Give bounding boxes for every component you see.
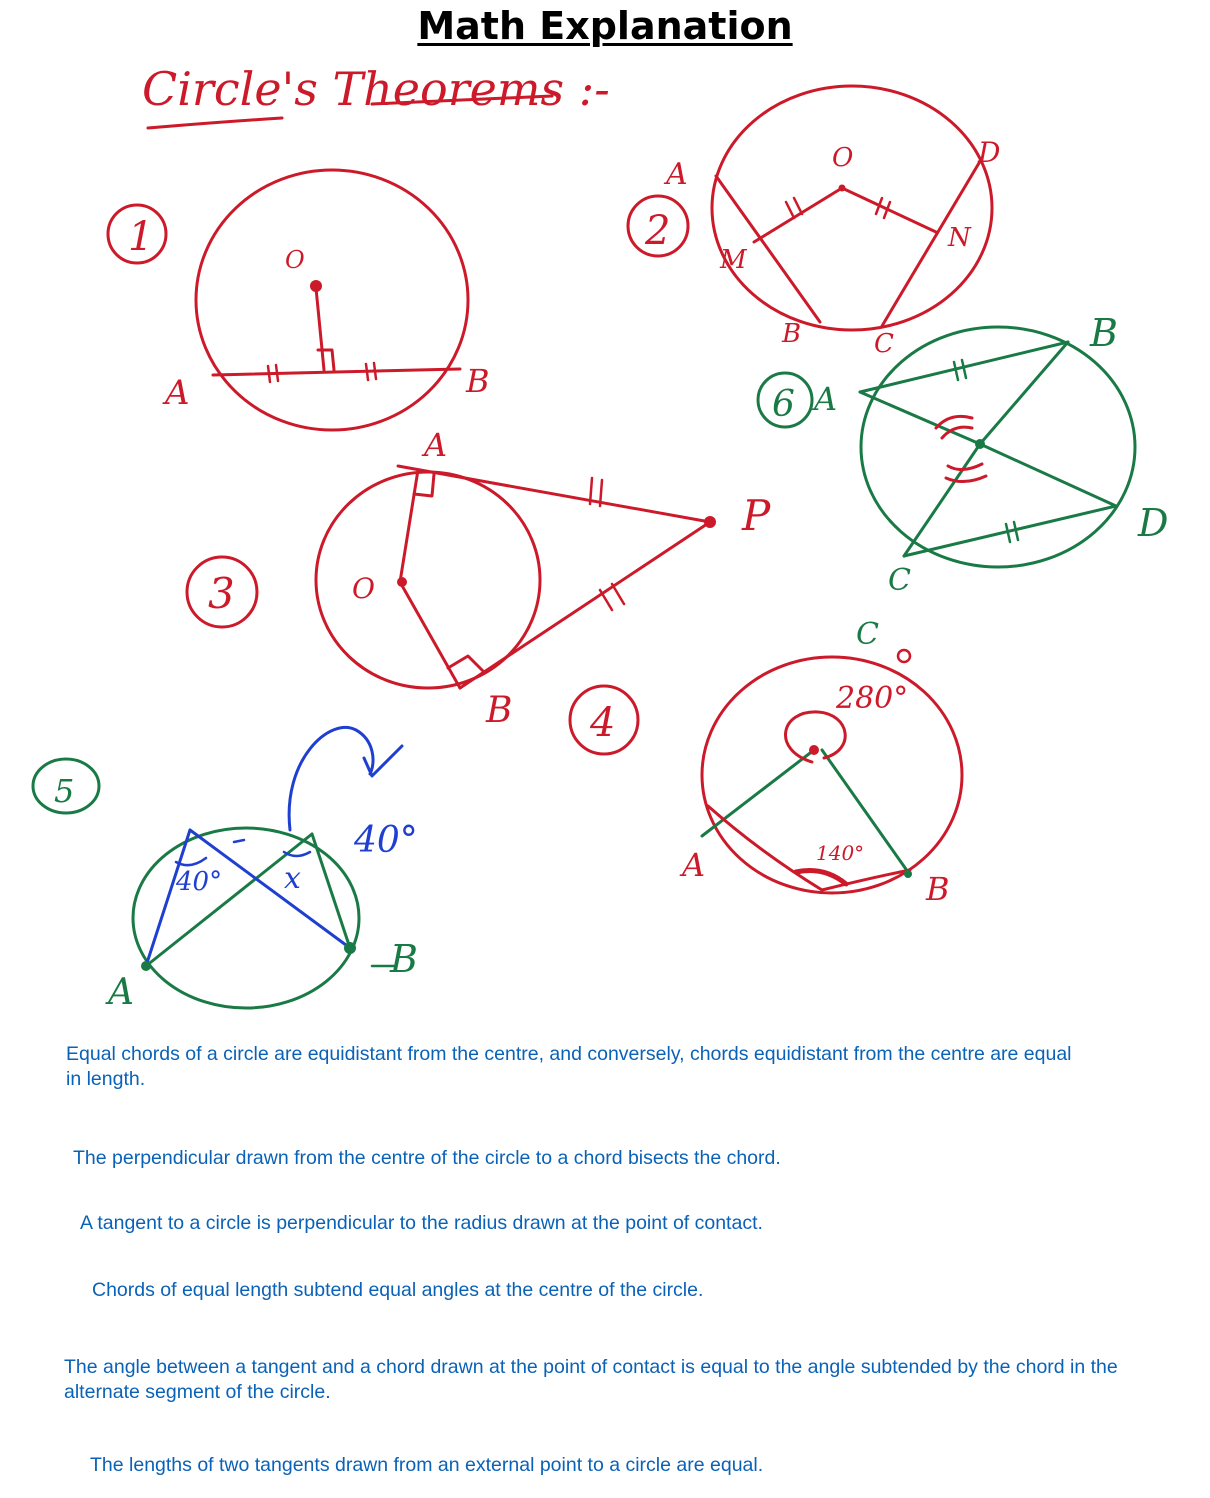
- label-o: O: [352, 572, 375, 605]
- label-m: M: [720, 245, 747, 275]
- centre-point: [975, 439, 985, 449]
- heading-underline: [148, 118, 282, 128]
- diagram-number: 2: [645, 208, 671, 254]
- label-c: C: [874, 329, 894, 359]
- statement-equal-chords: Equal chords of a circle are equidistant from the centre, and conversely, chords equidistant from the centre are equal in length.: [66, 1043, 1072, 1090]
- od: [980, 444, 1116, 506]
- tangent-pb: [460, 522, 710, 688]
- label-o: O: [285, 246, 305, 274]
- dash-mark: [234, 840, 244, 842]
- label-b: B: [782, 319, 802, 349]
- label-c: C: [888, 563, 911, 598]
- right-angle-mark: [448, 656, 484, 672]
- label-b: B: [390, 937, 418, 981]
- label-a: A: [108, 972, 134, 1013]
- centre-point: [397, 577, 407, 587]
- centre-point: [839, 185, 846, 192]
- label-a: A: [666, 157, 688, 192]
- perpendicular-from-centre: [316, 288, 324, 370]
- tangent-pa: [398, 466, 710, 522]
- right-angle-mark: [318, 350, 334, 370]
- line-oa: [702, 750, 814, 836]
- label-a: A: [682, 846, 706, 884]
- label-a: A: [424, 426, 448, 464]
- chord-cd: [904, 506, 1116, 556]
- label-angle: 140°: [816, 841, 865, 865]
- centre-point: [310, 280, 322, 292]
- degree-mark: [898, 650, 910, 662]
- circle-shape: [196, 170, 468, 430]
- label-b: B: [466, 362, 490, 400]
- page-title: Math Explanation: [417, 4, 793, 48]
- label-a: A: [814, 380, 838, 418]
- label-b: B: [486, 690, 513, 731]
- label-a: A: [165, 373, 190, 413]
- diagram-6: [758, 311, 1168, 598]
- circle-shape: [861, 327, 1135, 567]
- point-b: [344, 942, 356, 954]
- statement-equal-angles: Chords of equal length subtend equal angles at the centre of the circle.: [92, 1279, 704, 1301]
- label-b: B: [1090, 311, 1118, 355]
- diagram-number: 5: [54, 772, 75, 810]
- diagram-3: [187, 426, 771, 731]
- oc: [904, 444, 980, 556]
- diagram-number: 4: [590, 700, 616, 746]
- statement-alternate-segment: The angle between a tangent and a chord drawn at the point of contact is equal to the angle subtended by the chord in the alternate segment of the circle.: [64, 1356, 1118, 1403]
- centre-point: [809, 745, 819, 755]
- chord-a-top: [146, 830, 190, 966]
- diagram-2: [628, 86, 1000, 359]
- label-angle2: x: [284, 861, 301, 896]
- label-n: N: [948, 223, 971, 253]
- equal-tick: [954, 360, 966, 380]
- diagram-number: 1: [128, 214, 154, 260]
- label-p: P: [742, 491, 771, 540]
- diagram-5: [33, 727, 418, 1013]
- radius-ob: [400, 582, 460, 688]
- arrow-head: [364, 746, 402, 776]
- circle-shape: [712, 86, 992, 330]
- circle-shape: [133, 828, 359, 1008]
- arrow-curve: [289, 727, 373, 830]
- label-o: O: [832, 143, 854, 173]
- ob: [980, 342, 1068, 444]
- label-reflex-angle: 280°: [836, 681, 909, 716]
- heading: Circle's Theorems :-: [142, 62, 610, 116]
- statement-equal-tangents: The lengths of two tangents drawn from an external point to a circle are equal.: [90, 1454, 764, 1476]
- external-point-p: [704, 516, 716, 528]
- label-answer: 40°: [354, 820, 418, 861]
- oa: [860, 392, 980, 444]
- label-b: B: [926, 870, 950, 908]
- statement-perpendicular-bisects: The perpendicular drawn from the centre of the circle to a chord bisects the chord.: [73, 1147, 781, 1169]
- om: [754, 188, 842, 242]
- diagram-4: [570, 617, 962, 908]
- chord-bc: [822, 870, 910, 890]
- label-c: C: [856, 617, 879, 652]
- diagram-number: 6: [772, 384, 795, 425]
- on: [842, 188, 936, 232]
- diagram-number: 3: [208, 569, 235, 618]
- chord-to-b: [312, 834, 350, 948]
- statement-tangent-radius: A tangent to a circle is perpendicular to the radius drawn at the point of contact.: [80, 1212, 763, 1234]
- point-a: [141, 961, 151, 971]
- label-d: D: [978, 136, 1001, 169]
- label-d: D: [1138, 501, 1169, 545]
- angle-arc: [946, 476, 986, 482]
- point-b: [904, 870, 912, 878]
- diagram-1: [108, 170, 490, 430]
- chord-ab: [213, 369, 460, 375]
- radius-oa: [400, 470, 418, 582]
- label-angle1: 40°: [176, 867, 223, 897]
